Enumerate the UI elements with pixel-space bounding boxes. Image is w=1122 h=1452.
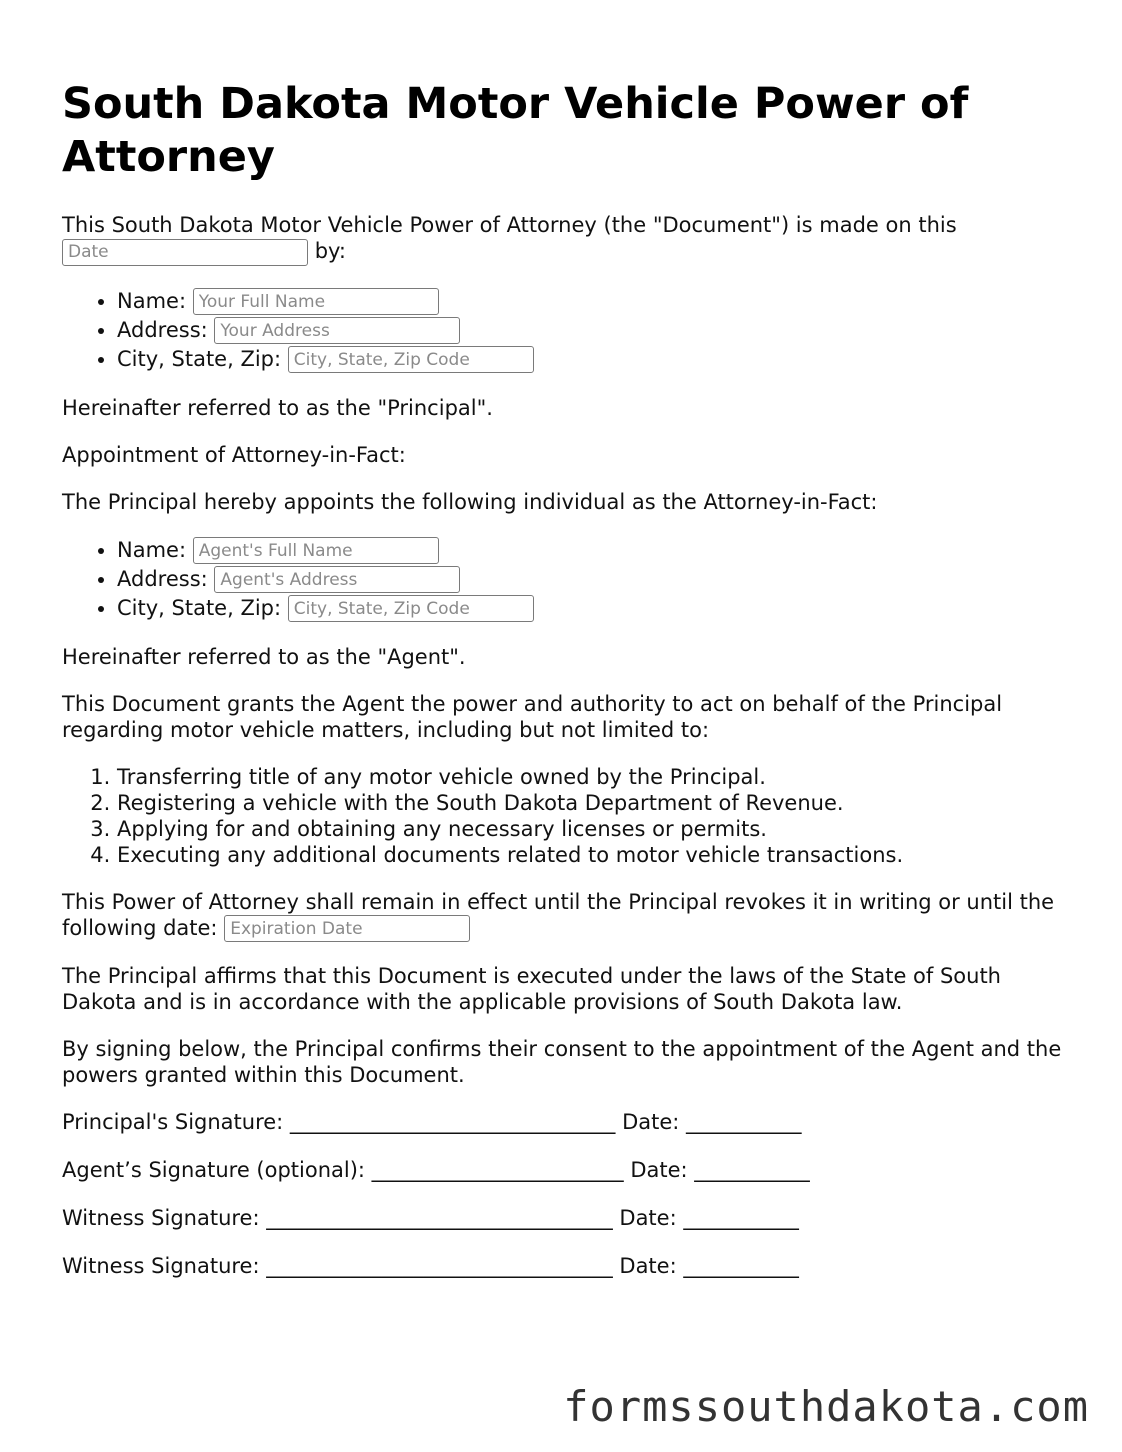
principal-address-label: Address:	[117, 317, 208, 342]
power-item: 3. Applying for and obtaining any necessary licenses or permits.	[117, 816, 1062, 842]
affirmation-text: The Principal affirms that this Document is executed under the laws of the State of South Dakota and is in accordance with the applicable provisions of South Dakota law.	[62, 964, 1001, 1014]
power-item: 1. Transferring title of any motor vehicle owned by the Principal.	[117, 764, 1062, 790]
witness-signature-line: Witness Signature: _________________________________ Date: ___________	[62, 1254, 799, 1278]
powers-list	[62, 764, 1062, 868]
principal-csz-field[interactable]	[288, 346, 534, 373]
intro-suffix: by:	[314, 239, 346, 263]
agent-address-label: Address:	[117, 566, 208, 591]
agent-referred: Hereinafter referred to as the "Agent".	[62, 644, 466, 669]
site-watermark: formssouthdakota.com	[563, 1382, 1089, 1431]
power-item: 2. Registering a vehicle with the South Dakota Department of Revenue.	[117, 790, 1062, 816]
grant-text: This Document grants the Agent the power and authority to act on behalf of the Principal regarding motor vehicle matters, including but not limited to:	[62, 691, 1003, 742]
principal-details	[62, 287, 1062, 374]
list-item	[117, 594, 1062, 623]
principal-name-field[interactable]	[193, 288, 439, 315]
principal-address-field[interactable]	[214, 317, 460, 344]
list-item	[117, 287, 1062, 316]
agent-address-field[interactable]	[214, 566, 460, 593]
list-item	[117, 536, 1062, 565]
principal-csz-label: City, State, Zip:	[117, 346, 282, 371]
list-item	[117, 565, 1062, 594]
agent-name-label: Name:	[117, 537, 187, 562]
agent-details	[62, 536, 1062, 623]
consent-text: By signing below, the Principal confirms their consent to the appointment of the Agent and the powers granted within this Document.	[62, 1037, 1062, 1087]
appointment-heading: Appointment of Attorney-in-Fact:	[62, 442, 406, 467]
principal-signature-line: Principal's Signature: _______________________________ Date: ___________	[62, 1110, 802, 1134]
list-item	[117, 345, 1062, 374]
document	[62, 78, 1062, 1301]
agent-name-field[interactable]	[193, 537, 439, 564]
duration-text: This Power of Attorney shall remain in effect until the Principal revokes it in writing or until the following date:	[62, 889, 1055, 940]
intro-paragraph	[62, 212, 1062, 266]
document-title: South Dakota Motor Vehicle Power of Attorney	[62, 79, 969, 182]
principal-name-label: Name:	[117, 288, 187, 313]
intro-text: This South Dakota Motor Vehicle Power of Attorney (the "Document") is made on this	[62, 213, 957, 237]
witness-signature-line: Witness Signature: _________________________________ Date: ___________	[62, 1206, 799, 1230]
duration-paragraph	[62, 889, 1062, 943]
agent-csz-field[interactable]	[288, 595, 534, 622]
principal-referred: Hereinafter referred to as the "Principal".	[62, 395, 493, 420]
expiration-date-field[interactable]	[224, 915, 470, 942]
power-item: 4. Executing any additional documents related to motor vehicle transactions.	[117, 842, 1062, 868]
agent-signature-line: Agent’s Signature (optional): ________________________ Date: ___________	[62, 1158, 810, 1182]
appointment-text: The Principal hereby appoints the following individual as the Attorney-in-Fact:	[62, 489, 878, 514]
agent-csz-label: City, State, Zip:	[117, 595, 282, 620]
list-item	[117, 316, 1062, 345]
date-field[interactable]	[62, 239, 308, 266]
